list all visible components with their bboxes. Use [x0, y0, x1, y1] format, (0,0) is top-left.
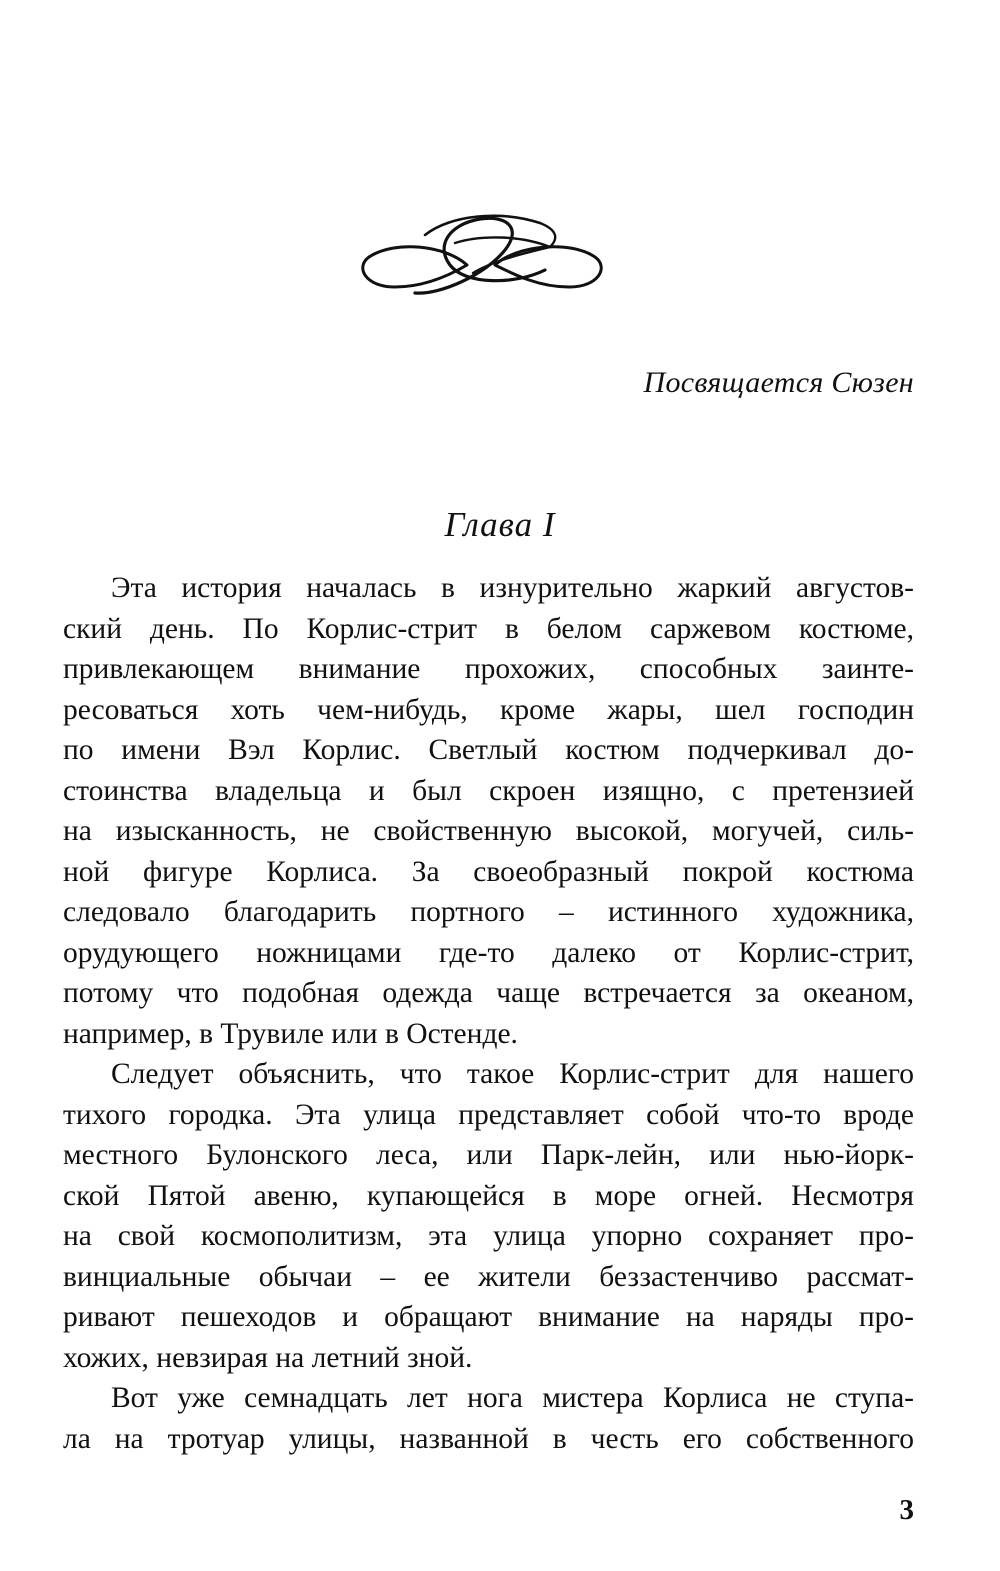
text-line: например, в Трувиле или в Остенде. [63, 1017, 518, 1050]
text-line: по имени Вэл Корлис. Светлый костюм подчеркивал до- [63, 734, 914, 766]
paragraph [63, 1378, 914, 1459]
ornament-flourish-icon [355, 205, 610, 300]
text-line: Вот уже семнадцать лет нога мистера Корлиса не ступа- [111, 1382, 914, 1414]
text-line: следовало благодарить портного – истинного художника, [63, 896, 914, 928]
text-line: ской Пятой авеню, купающейся в море огней. Несмотря [63, 1179, 914, 1212]
text-line: Эта история началась в изнурительно жаркий августов- [111, 572, 914, 604]
chapter-text [63, 568, 914, 1459]
text-line: стоинства владельца и был скроен изящно, с претензией [63, 774, 914, 807]
text-line: местного Булонского леса, или Парк-лейн, или нью-йорк- [63, 1139, 914, 1171]
text-line: ресоваться хоть чем-нибудь, кроме жары, шел господин [63, 693, 914, 726]
text-line: орудующего ножницами где-то далеко от Корлис-стрит, [63, 936, 914, 969]
text-line: ной фигуре Корлиса. За своеобразный покрой костюма [63, 855, 914, 888]
text-line: Следует объяснить, что такое Корлис-стрит для нашего [111, 1058, 914, 1090]
text-line: ла на тротуар улицы, названной в честь его собственного [63, 1422, 914, 1455]
text-line: винциальные обычаи – ее жители беззастенчиво рассмат- [63, 1260, 914, 1293]
paragraph [63, 568, 914, 1054]
text-line: привлекающем внимание прохожих, способных заинте- [63, 653, 914, 685]
text-line: ский день. По Корлис-стрит в белом саржевом костюме, [63, 612, 914, 645]
chapter-title: Глава I [444, 505, 556, 544]
dedication: Посвящается Сюзен [643, 366, 914, 399]
page-number: 3 [899, 1494, 914, 1526]
text-line: ривают пешеходов и обращают внимание на наряды про- [63, 1301, 914, 1333]
text-line: хожих, невзирая на летний зной. [63, 1341, 473, 1374]
text-line: потому что подобная одежда чаще встречается за океаном, [63, 977, 914, 1009]
paragraph [63, 1054, 914, 1378]
text-line: на свой космополитизм, эта улица упорно сохраняет про- [63, 1220, 914, 1252]
text-line: на изысканность, не свойственную высокой, могучей, силь- [63, 815, 914, 847]
text-line: тихого городка. Эта улица представляет собой что-то вроде [63, 1098, 914, 1131]
